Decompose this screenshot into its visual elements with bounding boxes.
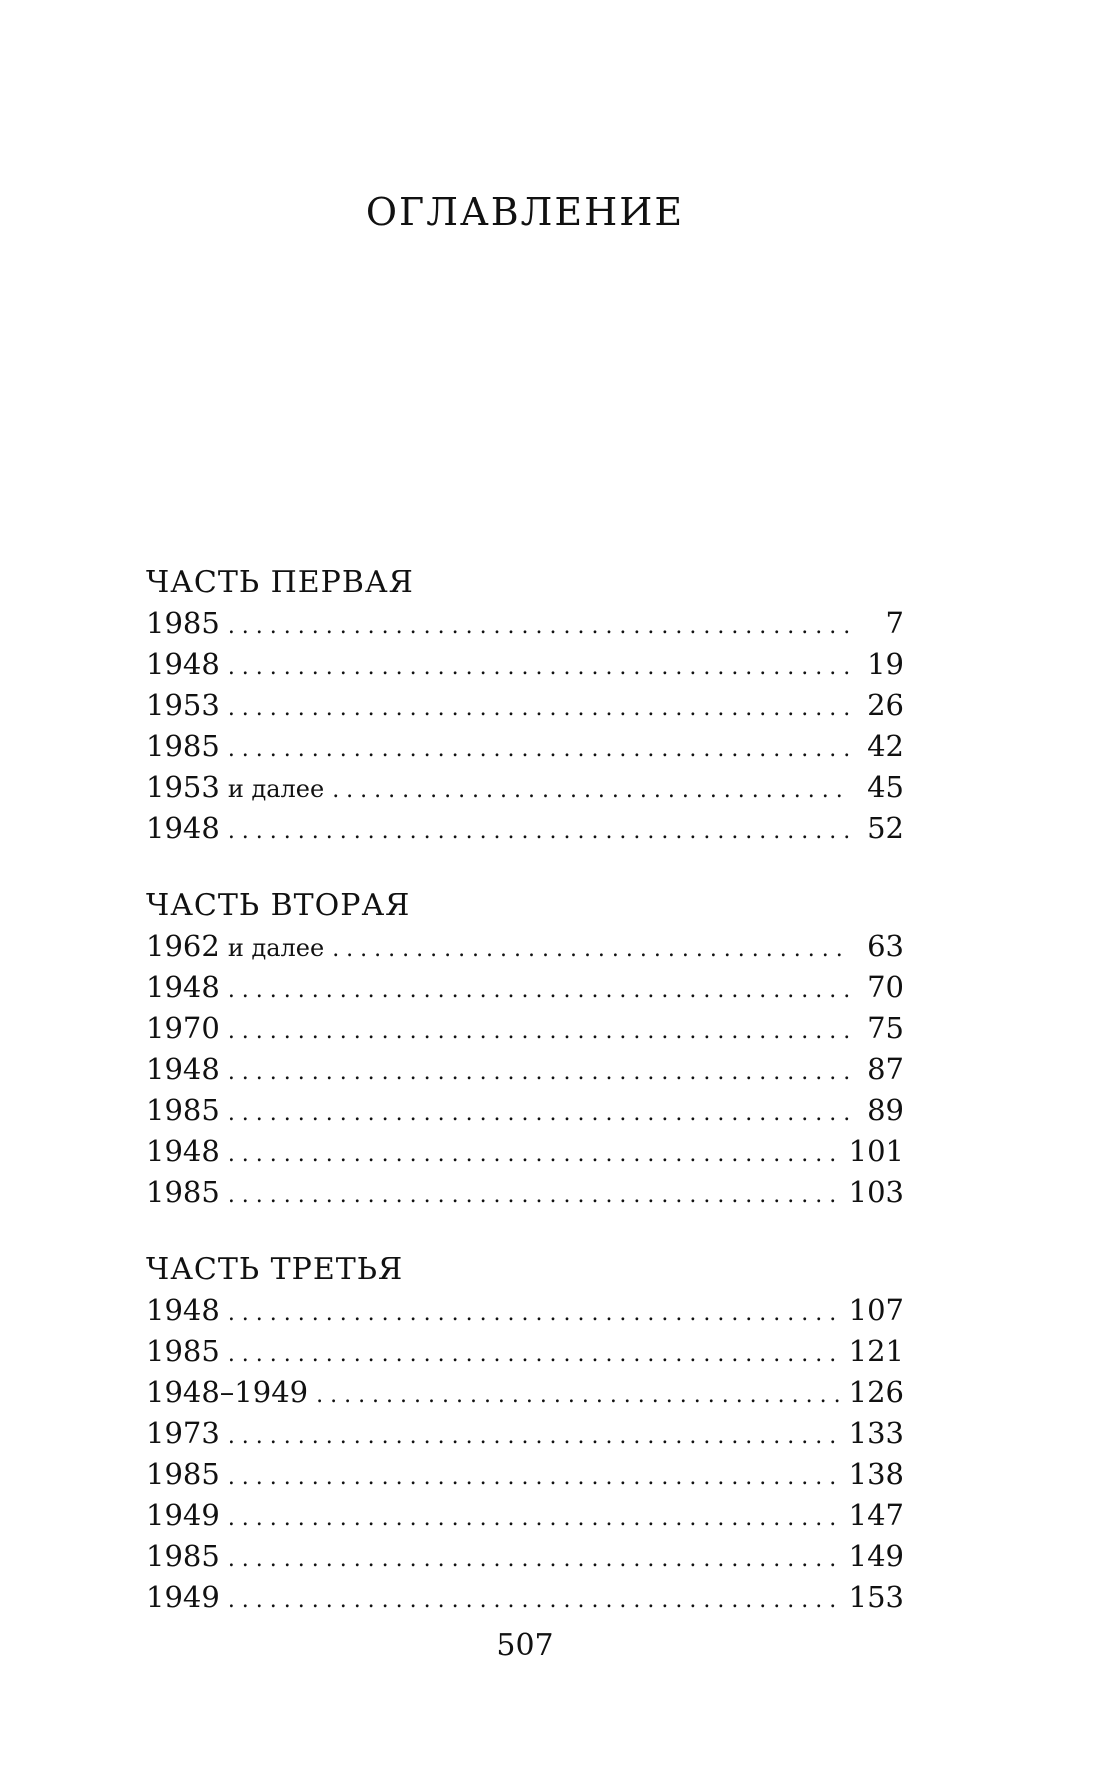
- entry-label: 1985: [146, 1539, 220, 1573]
- entry-label: 1948: [146, 811, 220, 845]
- entry-label: 1948: [146, 970, 220, 1004]
- table-of-contents: [146, 562, 904, 1654]
- dot-leader: [228, 729, 850, 770]
- dot-leader: [228, 688, 850, 729]
- part-title: ЧАСТЬ ВТОРАЯ: [146, 888, 411, 923]
- entry-label: 1985: [146, 1334, 220, 1368]
- entry-label: 1973: [146, 1416, 220, 1450]
- entry-page: 153: [848, 1580, 904, 1614]
- entry-label: 1985: [146, 1175, 220, 1209]
- dot-leader: [228, 606, 850, 647]
- dot-leader: [316, 1375, 841, 1416]
- dot-leader: [228, 1011, 850, 1052]
- toc-entry[interactable]: [146, 726, 904, 767]
- entry-label: 1949: [146, 1498, 220, 1532]
- entry-page: 149: [848, 1539, 904, 1573]
- dot-leader: [228, 1457, 841, 1498]
- toc-entry[interactable]: [146, 1172, 904, 1213]
- entry-label: 1948–1949: [146, 1375, 309, 1409]
- toc-entry[interactable]: [146, 603, 904, 644]
- entry-page: 87: [867, 1052, 904, 1086]
- entry-label: 1948: [146, 647, 220, 681]
- entry-page: 126: [848, 1375, 904, 1409]
- toc-entry[interactable]: [146, 967, 904, 1008]
- entry-page: 45: [867, 770, 904, 804]
- dot-leader: [228, 1093, 850, 1134]
- entry-page: 52: [867, 811, 904, 845]
- entry-page: 103: [848, 1175, 904, 1209]
- toc-entry[interactable]: [146, 685, 904, 726]
- dot-leader: [228, 970, 850, 1011]
- page-title: ОГЛАВЛЕНИЕ: [365, 190, 685, 234]
- toc-entry[interactable]: [146, 1454, 904, 1495]
- entry-label: 1985: [146, 729, 220, 763]
- toc-entry[interactable]: [146, 1413, 904, 1454]
- entry-page: 70: [867, 970, 904, 1004]
- toc-part-1: [146, 562, 904, 849]
- dot-leader: [332, 770, 850, 811]
- entry-page: 7: [885, 606, 904, 640]
- entry-suffix: и далее: [227, 934, 325, 962]
- entry-page: 26: [867, 688, 904, 722]
- toc-entry[interactable]: [146, 1008, 904, 1049]
- entry-label: 1970: [146, 1011, 220, 1045]
- entry-label: 1962: [146, 929, 220, 963]
- entry-label: 1985: [146, 606, 220, 640]
- entry-page: 147: [848, 1498, 904, 1532]
- toc-entry[interactable]: [146, 1090, 904, 1131]
- toc-part-2: [146, 885, 904, 1213]
- dot-leader: [228, 1580, 841, 1621]
- toc-entry[interactable]: [146, 1495, 904, 1536]
- entry-page: 19: [867, 647, 904, 681]
- entry-page: 101: [848, 1134, 904, 1168]
- entry-label: 1948: [146, 1134, 220, 1168]
- part-title: ЧАСТЬ ПЕРВАЯ: [146, 565, 414, 600]
- toc-entry[interactable]: [146, 1577, 904, 1618]
- dot-leader: [228, 1334, 841, 1375]
- toc-entry[interactable]: [146, 1372, 904, 1413]
- entry-label: 1949: [146, 1580, 220, 1614]
- toc-entry[interactable]: [146, 767, 904, 808]
- entry-page: 75: [867, 1011, 904, 1045]
- entry-page: 121: [848, 1334, 904, 1368]
- dot-leader: [228, 1539, 841, 1580]
- entry-page: 63: [867, 929, 904, 963]
- entry-label: 1953: [146, 688, 220, 722]
- entry-page: 42: [867, 729, 904, 763]
- dot-leader: [228, 1052, 850, 1093]
- entry-label: 1953: [146, 770, 220, 804]
- dot-leader: [228, 1416, 841, 1457]
- entry-label: 1948: [146, 1052, 220, 1086]
- toc-entry[interactable]: [146, 1290, 904, 1331]
- part-title: ЧАСТЬ ТРЕТЬЯ: [146, 1252, 404, 1287]
- toc-entry[interactable]: [146, 808, 904, 849]
- toc-entry[interactable]: [146, 926, 904, 967]
- dot-leader: [228, 1293, 841, 1334]
- entry-page: 89: [867, 1093, 904, 1127]
- dot-leader: [228, 1498, 841, 1539]
- toc-entry[interactable]: [146, 1536, 904, 1577]
- entry-suffix: и далее: [227, 775, 325, 803]
- toc-part-3: [146, 1249, 904, 1618]
- toc-entry[interactable]: [146, 1131, 904, 1172]
- entry-label: 1985: [146, 1093, 220, 1127]
- entry-page: 138: [848, 1457, 904, 1491]
- toc-entry[interactable]: [146, 1331, 904, 1372]
- dot-leader: [228, 647, 850, 688]
- entry-label: 1985: [146, 1457, 220, 1491]
- toc-entry[interactable]: [146, 1049, 904, 1090]
- toc-entry[interactable]: [146, 644, 904, 685]
- entry-label: 1948: [146, 1293, 220, 1327]
- dot-leader: [332, 929, 850, 970]
- dot-leader: [228, 1134, 841, 1175]
- page-number: 507: [496, 1628, 554, 1663]
- entry-page: 133: [848, 1416, 904, 1450]
- entry-page: 107: [848, 1293, 904, 1327]
- dot-leader: [228, 1175, 841, 1216]
- dot-leader: [228, 811, 850, 852]
